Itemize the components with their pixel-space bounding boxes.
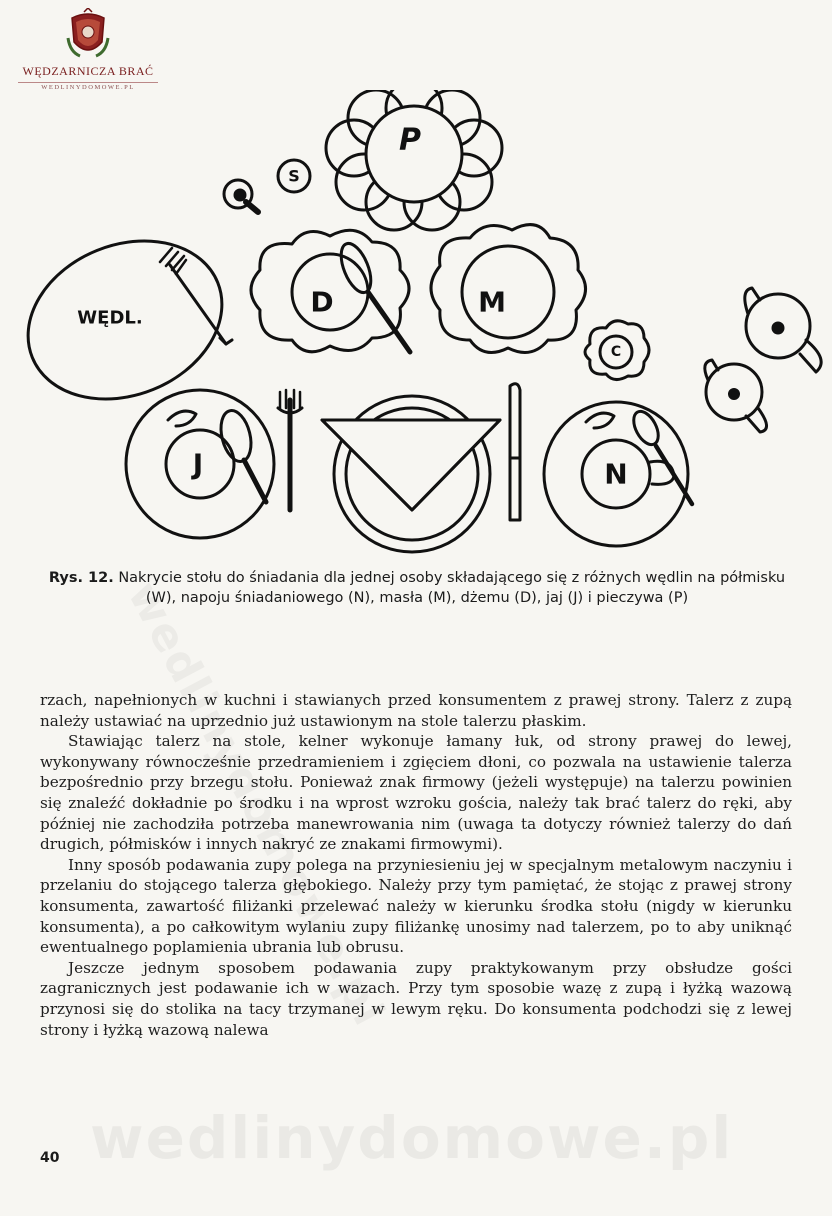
pepper-shaker-shape [224, 180, 258, 212]
paragraph: Stawiając talerz na stole, kelner wykonuje łamany łuk, od strony prawej do lewej, wykonywany równocześnie przedramieniem i zgięciem dłoni, co pozwala na ustawienie talerza bezpośrednio przy brzegu stołu. Ponieważ znak firmowy (jeżeli występuje) na talerzu powinien się znaleźć dokładnie po środku i na wprost wzroku gościa, należy tak brać talerz do ręki, aby później nie zachodziła potrzeba manewrowania nim (uwaga ta dotyczy również talerzy do dań drugich, półmisków i innych nakryć ze znakami firmowymi). [40, 732, 792, 854]
logo-name: WĘDZARNICZA BRAĆ [22, 64, 154, 78]
fork-vertical [278, 390, 302, 510]
teaspoon [629, 407, 692, 504]
logo-divider [18, 82, 158, 83]
creamer-jug-shape [705, 360, 767, 432]
butter-plate-shape [431, 225, 586, 353]
label-c: C [610, 344, 622, 360]
watermark-horizontal: wedlinydomowe.pl [90, 1104, 734, 1172]
label-d: D [310, 285, 334, 319]
main-plate-shape [322, 396, 500, 552]
label-wedl: WĘDL. [77, 307, 143, 329]
knife-vertical [510, 384, 520, 520]
paragraph: rzach, napełnionych w kuchni i stawianych przed konsumentem z prawej strony. Talerz z zupą należy ustawiać na uprzednio już ustawionym na stole talerzu płaskim. [40, 691, 792, 730]
label-m: M [478, 285, 506, 319]
bread-basket-shape [326, 90, 502, 230]
logo-url: WEDLINYDOMOWE.PL [41, 84, 135, 91]
label-s: S [288, 166, 300, 186]
label-j: J [192, 447, 204, 481]
site-logo [18, 8, 158, 91]
milk-jug-shape [745, 288, 821, 372]
label-p: P [399, 122, 421, 158]
page-number: 40 [40, 1150, 60, 1166]
paragraph: Jeszcze jednym sposobem podawania zupy praktykowanym przy obsłudze gości zagranicznych jest podawanie ich w wazach. Przy tym sposobie wazę z zupą i łyżką wazową przynosi się do stolika na tacy trzymanej w lewym ręku. Do konsumenta podchodzi się z lewej strony i łyżką wazową nalewa [40, 958, 792, 1039]
caption-text: Nakrycie stołu do śniadania dla jednej osoby składającego się z różnych wędlin na półmisku (W), napoju śniadaniowego (N), masła (M), dżemu (D), jaj (J) i pieczywa (P) [118, 570, 786, 606]
body-text [40, 690, 792, 1040]
crest-icon [66, 8, 110, 62]
caption-lead: Rys. 12. [48, 570, 114, 586]
label-n: N [604, 457, 628, 491]
paragraph: Inny sposób podawania zupy polega na przyniesieniu jej w specjalnym metalowym naczyniu i przelaniu do stojącego talerza głębokiego. Należy przy tym pamiętać, że stojąc z prawej strony konsumenta, zawartość filiżanki przelewać należy w kierunku środka stołu (nigdy w kierunku konsumenta), a po całkowitym wylaniu zupy filiżankę unosimy nad talerzem, po to aby uniknąć ewentualnego poplamienia ubrania lub obrusu. [40, 855, 792, 957]
table-setting-figure [0, 90, 832, 560]
